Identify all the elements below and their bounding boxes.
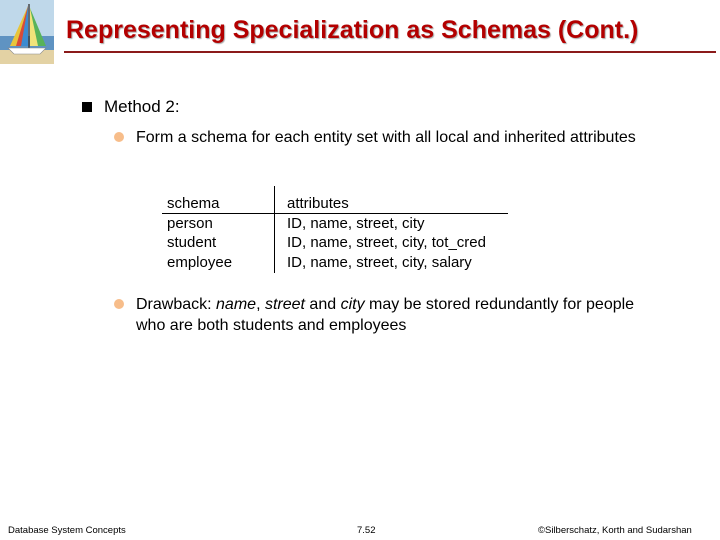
bullet-form-schema-text: Form a schema for each entity set with all local and inherited attributes bbox=[136, 129, 636, 146]
attributes-column bbox=[287, 194, 486, 272]
drawback-sep: , bbox=[256, 296, 265, 313]
round-bullet-icon bbox=[114, 299, 124, 309]
footer-copyright: ©Silberschatz, Korth and Sudarshan bbox=[538, 525, 692, 536]
drawback-city: city bbox=[340, 296, 365, 313]
drawback-suffix: may be stored redundantly for people who are both students and employees bbox=[136, 296, 635, 334]
drawback-prefix: Drawback: bbox=[136, 296, 217, 313]
footer-left: Database System Concepts bbox=[8, 525, 126, 536]
round-bullet-icon bbox=[114, 132, 124, 142]
bullet-drawback bbox=[114, 294, 674, 338]
footer-page-number: 7.52 bbox=[357, 525, 376, 536]
method-item bbox=[82, 97, 180, 117]
table-cell: person bbox=[167, 214, 213, 232]
table-vertical-rule bbox=[274, 186, 275, 273]
drawback-street: street bbox=[264, 296, 305, 313]
drawback-name: name bbox=[216, 296, 257, 313]
bullet-drawback-text bbox=[136, 294, 656, 336]
table-header-attributes: attributes bbox=[287, 195, 349, 212]
drawback-and: and bbox=[304, 296, 341, 313]
table-cell: ID, name, street, city, salary bbox=[287, 253, 472, 271]
schema-column bbox=[167, 194, 232, 272]
table-cell: ID, name, street, city bbox=[287, 214, 425, 232]
sailboat-logo bbox=[0, 0, 54, 64]
table-cell: employee bbox=[167, 253, 233, 271]
bullet-form-schema bbox=[114, 127, 674, 171]
table-cell: ID, name, street, city, tot_cred bbox=[287, 234, 486, 251]
method-label: Method 2: bbox=[104, 97, 180, 116]
slide-title: Representing Specialization as Schemas (Cont.) bbox=[66, 16, 639, 44]
table-cell: student bbox=[167, 234, 217, 251]
title-underline bbox=[64, 51, 716, 53]
square-bullet-icon bbox=[82, 102, 92, 112]
table-header-schema: schema bbox=[167, 195, 220, 212]
